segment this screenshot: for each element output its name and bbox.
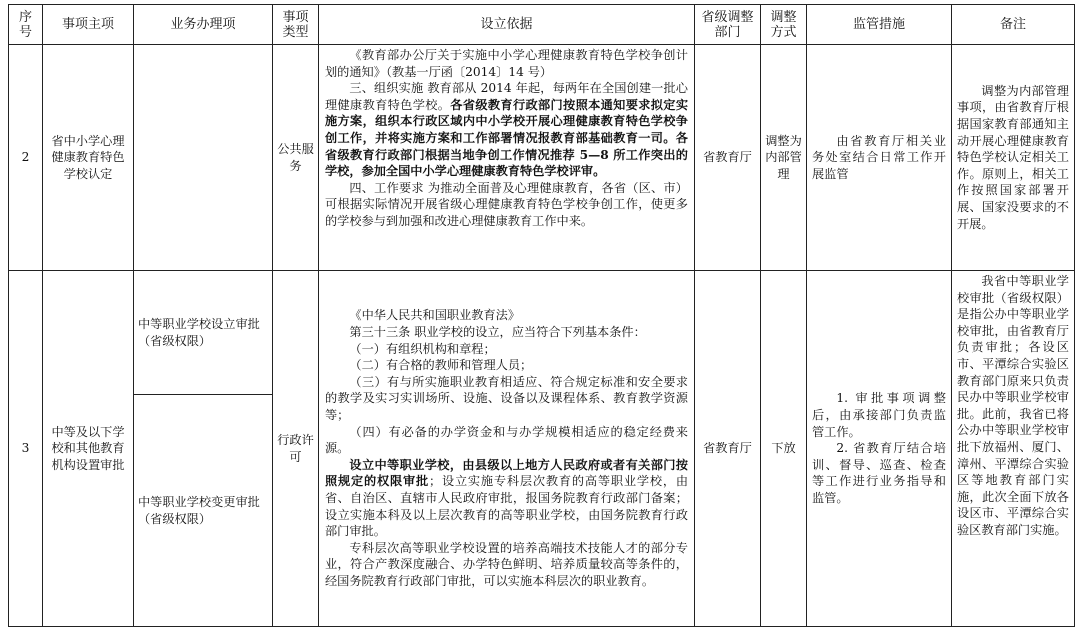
basis-paragraph: 《教育部办公厅关于实施中小学心理健康教育特色学校争创计划的通知》（教基一厅函〔2014〕14 号） (325, 48, 688, 79)
remarks-text: 调整为内部管理事项，由省教育厅根据国家教育部通知主动开展心理健康教育特色学校认定相关工作。原则上，相关工作按照国家部署开展、国家没要求的不开展。 (957, 83, 1069, 231)
basis-paragraph: （四）有必备的办学资金和与办学规模相适应的稳定经费来源。 (325, 424, 688, 456)
basis-paragraph (325, 80, 688, 180)
basis-text: ；设立实施专科层次教育的高等职业学校，由省、自治区、直辖市人民政府审批，报国务院教育行政部门备案；设立实施本科及以上层次教育的高等职业学校，由国务院教育行政部门审批。 (325, 474, 689, 539)
header-business-item: 业务办理项 (134, 5, 273, 45)
row-business-item: 中等职业学校设立审批（省级权限） (134, 271, 273, 395)
basis-paragraph: 《中华人民共和国职业教育法》 (349, 308, 521, 323)
row-seq: 2 (9, 45, 43, 271)
row-item-type: 行政许可 (273, 271, 319, 627)
row-supervision (807, 271, 952, 627)
row-main-item: 中等及以下学校和其他教育机构设置审批 (43, 271, 134, 627)
basis-paragraph: 四、工作要求 为推动全面普及心理健康教育，各省（区、市）可根据实际情况开展省级心理健康教育特色学校争创工作，使更多的学校参与到加强和改进心理健康教育工作中来。 (325, 180, 688, 228)
basis-paragraph (325, 457, 688, 540)
row-dept: 省教育厅 (695, 271, 761, 627)
header-main-item: 事项主项 (43, 5, 134, 45)
adjustment-table (8, 4, 1075, 627)
row-method: 调整为内部管理 (761, 45, 807, 271)
basis-text: 三、组织实施 教育部从 2014 年起，每两年在全国创建一批心理健康教育特色学校。 (325, 81, 688, 112)
row-business-item (134, 45, 273, 271)
remarks-text: 我省中等职业学校审批（省级权限）是指公办中等职业学校审批，由省教育厅负责审批；各设区市、平潭综合实验区教育部门原来只负责民办中等职业学校审批。此前，我省已将公办中等职业学校审批下放福州、厦门、漳州、平潭综合实验区等地教育部门实施，此次全面下放各设区市、平潭综合实验区教育部门实施。 (957, 274, 1069, 537)
row-remarks (952, 271, 1075, 627)
supervision-text: 1. 审批事项调整后，由承接部门负责监管工作。 (812, 391, 946, 439)
row-dept: 省教育厅 (695, 45, 761, 271)
header-supervision: 监管措施 (807, 5, 952, 45)
header-item-type: 事项类型 (273, 5, 319, 45)
header-basis: 设立依据 (319, 5, 695, 45)
table-row (9, 271, 1075, 395)
basis-paragraph: 专科层次高等职业学校设置的培养高端技术技能人才的部分专业，符合产教深度融合、办学特色鲜明、培养质量较高等条件的，经国务院教育行政部门审批，可以实施本科层次的职业教育。 (325, 540, 688, 588)
row-basis (319, 271, 695, 627)
row-supervision (807, 45, 952, 271)
header-remarks: 备注 (952, 5, 1075, 45)
basis-paragraph: （一）有组织机构和章程； (349, 341, 496, 356)
basis-bold-text: 设立中等职业学校，由县级以上地方人民政府或者有关部门按照规定的权限审批 (325, 457, 688, 489)
header-row (9, 5, 1075, 45)
row-remarks (952, 45, 1075, 271)
header-seq: 序号 (9, 5, 43, 45)
row-business-item: 中等职业学校变更审批（省级权限） (134, 395, 273, 627)
supervision-text: 由省教育厅相关业务处室结合日常工作开展监管 (812, 133, 946, 181)
row-item-type: 公共服务 (273, 45, 319, 271)
basis-bold-text: 各省级教育行政部门按照本通知要求拟定实施方案，组织本行政区域内中小学校开展心理健康教育特色学校争创工作，并将实施方案和工作部署情况报教育部基础教育一司。各省级教育行政部门根据当地争创工作情况推荐 5—8 所工作突出的学校，参加全国中小学心理健康教育特色学校评审。 (325, 97, 689, 179)
basis-paragraph: 第三十三条 职业学校的设立，应当符合下列基本条件： (349, 325, 646, 340)
header-method: 调整方式 (761, 5, 807, 45)
table-row (9, 45, 1075, 271)
supervision-text: 2. 省教育厅结合培训、督导、巡查、检查等工作进行业务指导和监管。 (812, 441, 946, 505)
basis-paragraph: （二）有合格的教师和管理人员； (349, 358, 533, 373)
basis-paragraph: （三）有与所实施职业教育相适应、符合规定标准和安全要求的教学及实习实训场所、设施、设备以及课程体系、教育教学资源等； (325, 374, 688, 423)
row-main-item: 省中小学心理健康教育特色学校认定 (43, 45, 134, 271)
row-seq: 3 (9, 271, 43, 627)
row-basis (319, 45, 695, 271)
header-dept: 省级调整部门 (695, 5, 761, 45)
row-method: 下放 (761, 271, 807, 627)
